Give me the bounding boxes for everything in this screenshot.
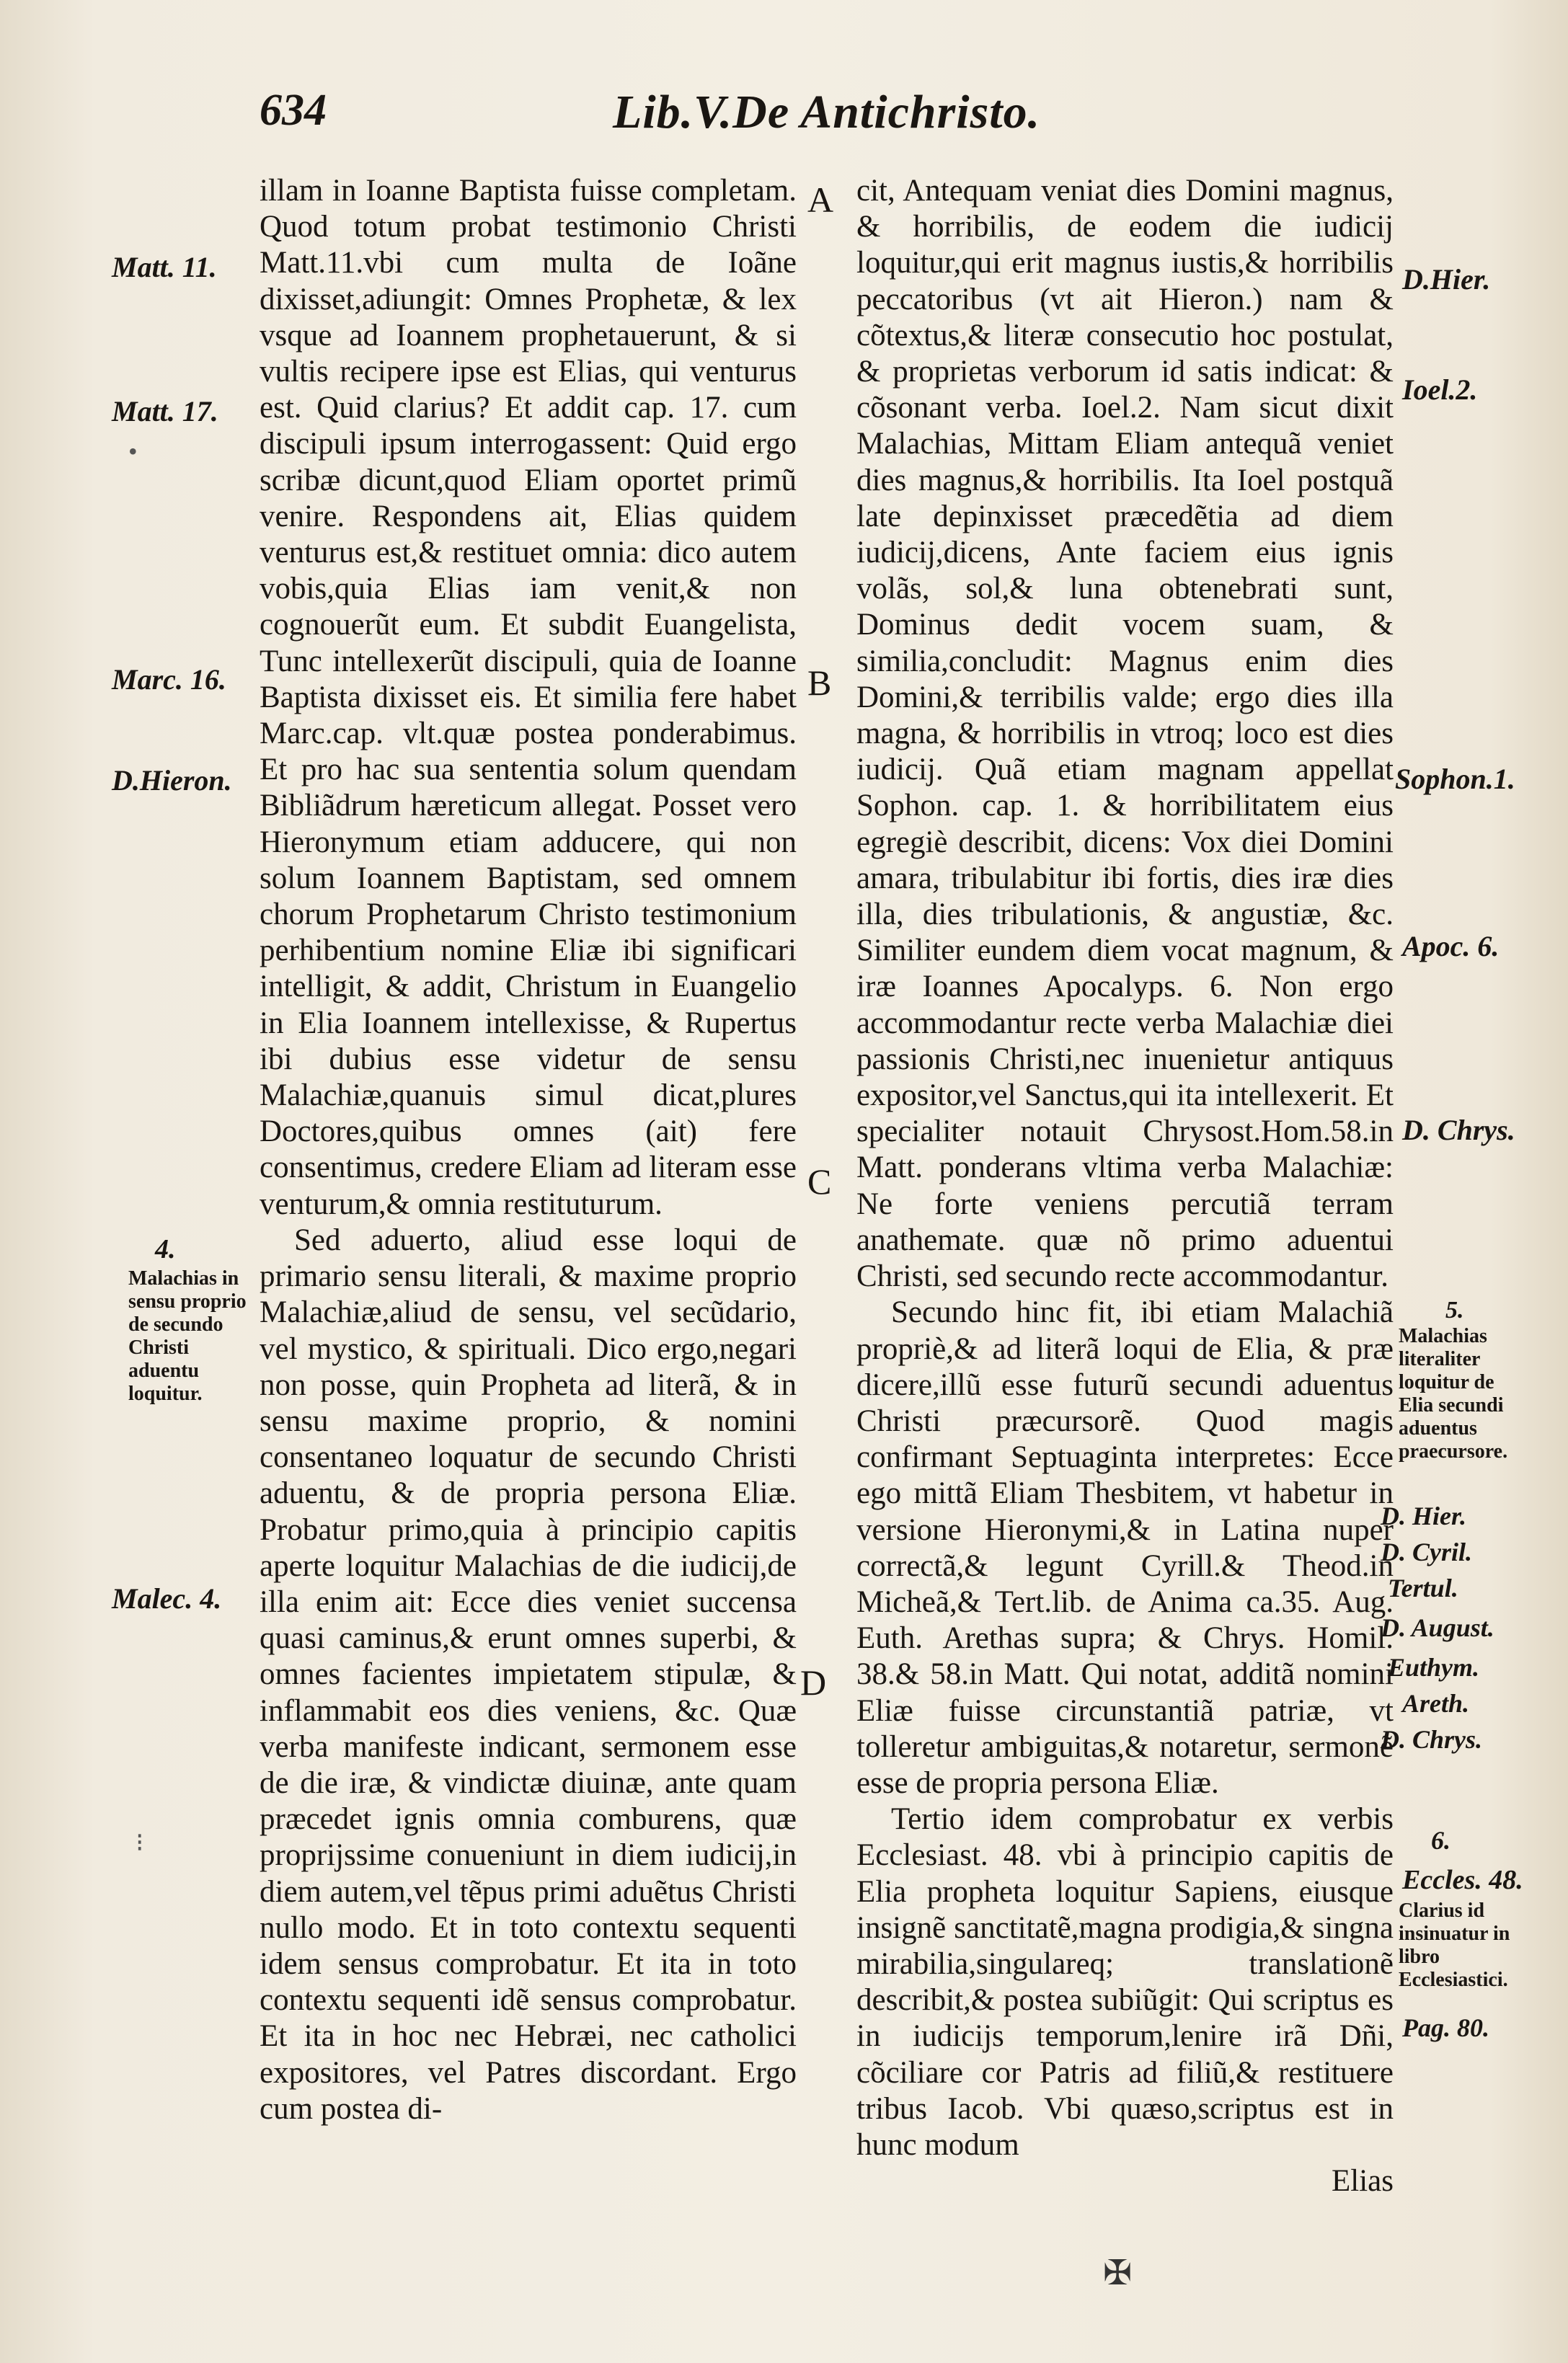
right-paragraph-1: cit, Antequam veniat dies Domini magnus, & horribilis, de eodem die iudicij loquitur,qui erit magnus iustis,& horribilis peccatoribus (vt ait Hieron.) nam & cõtextus,& literæ consecutio hoc postulat, & proprietas verborum id satis indicat: & cõsonant verba. Ioel.2. Nam sicut dixit Malachias, Mittam Eliam antequã veniet dies magnus,& horribilis. Ita Ioel postquã late depinxisset præcedẽtia ad diem iudicij,dicens, Ante faciem eius ignis volãs, sol,& luna obtenebrati sunt, Dominus dedit vocem suam, & similia,concludit: Magnus enim dies Domini,& terribilis valde; ergo dies illa magna, & horribilis in vtroq; loco est dies iudicij. Quã etiam magnam appellat Sophon. cap. 1. & horribilitatem eius egregiè describit, dicens: Vox diei Domini amara, tribulabitur ibi fortis, dies iræ dies illa, dies tribulationis, & angustiæ, &c. Similiter eundem diem vocat magnum, & iræ Ioannes Apocalyps. 6. Non ergo accommodantur recte verba Malachiæ diei passionis Christi,nec inuenietur antiquus expositor,vel Sanctus,qui ita intellexerit. Et specialiter notauit Chrysost.Hom.58.in Matt. ponderans vltima verba Malachiæ: Ne forte veniens percutiã terram anathemate. quæ nõ primo aduentui Christi, sed secundo recte accommodantur. <box>856 174 1394 1294</box>
margin-ref-d-hieron: D.Hieron. <box>112 764 232 797</box>
margin-ref-euthym: Euthym. <box>1388 1653 1480 1682</box>
margin-ref-ioel-2: Ioel.2. <box>1402 373 1478 406</box>
section-letter-a: A <box>807 179 834 220</box>
margin-ref-d-chrys-1: D. Chrys. <box>1402 1114 1515 1146</box>
margin-ref-eccles-48: Eccles. 48. <box>1402 1865 1523 1895</box>
left-paragraph-1: illam in Ioanne Baptista fuisse completam. Quod totum probat testimonio Christi Matt.11.vbi cum multa de Ioãne dixisset,adiungit: Omnes Prophetæ, & lex vsque ad Ioannem prophetauerunt, & si vultis recipere ipse est Elias, qui venturus est. Quid clarius? Et addit cap. 17. cum discipuli ipsum interrogassent: Quid ergo scribæ dicunt,quod Eliam oportet primũ venire. Respondens ait, Elias quidem venturus est,& restituet omnia: dico autem vobis,quia Elias iam venit,& non cognouerũt eum. Et subdit Euangelista, Tunc intellexerũt discipuli, quia de Ioanne Baptista dixisset eis. Et similia fere habet Marc.cap. vlt.quæ postea ponderabimus. Et pro hac sua sententia solum quendam Bibliãdrum hæreticum allegat. Posset vero Hieronymum etiam adducere, qui non solum Ioannem Baptistam, sed omnem chorum Prophetarum Christo testimonium perhibentium nomine Eliæ ibi significari intelligit, & addit, Christum in Euangelio in Elia Ioannem intellexisse, & Rupertus ibi dubius esse videtur de sensu Malachiæ,quanuis simul dicat,plures Doctores,quibus omnes (ait) fere consentimus, credere Eliam ad literam esse venturum,& omnia restituturum. <box>260 174 797 1221</box>
section-letter-c: C <box>807 1161 832 1202</box>
print-mark: ⁝ <box>136 1828 144 1857</box>
section-number-6: 6. <box>1431 1826 1450 1855</box>
margin-ref-tertul: Tertul. <box>1388 1574 1458 1602</box>
margin-ref-d-august: D. August. <box>1381 1613 1494 1642</box>
margin-ref-matt-17: Matt. 17. <box>112 395 218 427</box>
margin-summary-6: Clarius id insinuatur in libro Ecclesiastici. <box>1399 1899 1510 1991</box>
section-letter-b: B <box>807 662 832 703</box>
margin-ref-d-hier-2: D. Hier. <box>1381 1502 1467 1530</box>
running-title: Lib.V.De Antichristo. <box>613 86 1041 138</box>
margin-ref-matt-11: Matt. 11. <box>112 251 217 283</box>
right-column <box>856 173 1394 2199</box>
section-number-4: 4. <box>155 1234 176 1264</box>
catchword: Elias <box>1332 2164 1394 2199</box>
margin-ref-marc-16: Marc. 16. <box>112 663 226 696</box>
margin-ref-areth: Areth. <box>1402 1689 1470 1718</box>
section-number-5: 5. <box>1445 1297 1464 1324</box>
print-mark: ✠ <box>1103 2254 1133 2292</box>
page-number: 634 <box>260 86 327 135</box>
right-paragraph-2: Secundo hinc fit, ibi etiam Malachiã propriè,& ad literã loqui de Elia, & præ dicere,illũ esse futurũ secundi aduentus Christi præcursorẽ. Quod magis confirmant Septuaginta interpretes: Ecce ego mittã Eliam Thesbitem, vt habetur in versione Hieronymi,& in Latina nuper correctã,& legunt Cyrill.& Theod.in Micheã,& Tert.lib. de Anima ca.35. Aug. Euth. Arethas supra; & Chrys. Homil. 38.& 58.in Matt. Qui notat, additã nomini Eliæ fuisse circunstantiã patriæ, vt tolleretur ambiguitas,& notaretur, sermonẽ esse de propria persona Eliæ. <box>856 1295 1394 1800</box>
margin-summary-5: Malachias literaliter loquitur de Elia secundi aduentus praecursore. <box>1399 1325 1508 1463</box>
margin-ref-apoc-6: Apoc. 6. <box>1402 930 1500 962</box>
left-paragraph-2: Sed aduerto, aliud esse loqui de primario sensu literali, & maxime proprio Malachiæ,aliud de sensu, vel secũdario, vel mystico, & spirituali. Dico ergo,negari non posse, quin Propheta ad literã, & in sensu maxime proprio, & nomini consentaneo loquatur de secundo Christi aduentu, & de propria persona Eliæ. Probatur primo,quia à principio capitis aperte loquitur Malachias de die iudicij,de illa enim ait: Ecce dies veniet succensa quasi caminus,& erunt omnes superbi, & omnes facientes impietatem stipulæ, & inflammabit eos dies veniens, &c. Quæ verba manifeste indicant, sermonem esse de die iræ, & vindictæ diuinæ, ante quam præcedet ignis omnia comburens, quæ proprijssime conueniunt in diem iudicij,in diem autem,vel tẽpus primi aduẽtus Christi nullo modo. Et in toto contextu sequenti idem sensus comprobatur. Et ita in toto contextu sequenti idẽ sensus comprobatur. Et ita in hoc nec Hebræi, nec catholici expositores, vel Patres discordant. Ergo cum postea di- <box>260 1223 797 2126</box>
left-column <box>260 173 797 2127</box>
section-letter-d: D <box>800 1662 827 1703</box>
print-mark: • <box>128 437 138 466</box>
margin-ref-d-hier: D.Hier. <box>1402 263 1491 296</box>
margin-ref-d-cyril: D. Cyril. <box>1381 1538 1473 1566</box>
margin-summary-4: Malachias in sensu proprio de secundo Christi aduentu loquitur. <box>128 1267 247 1405</box>
margin-ref-malec-4: Malec. 4. <box>112 1582 222 1615</box>
margin-ref-sophon-1: Sophon.1. <box>1395 763 1515 795</box>
page-header <box>260 85 1399 150</box>
right-paragraph-3: Tertio idem comprobatur ex verbis Ecclesiast. 48. vbi à principio capitis de Elia propheta loquitur Sapiens, eiusque insignẽ sanctitatẽ,magna prodigia,& singna mirabilia,singulareq; translationẽ describit,& postea subiũgit: Qui scriptus es in iudicijs temporum,lenire irã Dñi, cõciliare cor Patris ad filiũ,& restituere tribus Iacob. Vbi quæso,scriptus est in hunc modum <box>856 1802 1394 2162</box>
margin-ref-d-chrys-2: D. Chrys. <box>1381 1725 1483 1754</box>
margin-ref-pag-80: Pag. 80. <box>1402 2013 1489 2042</box>
